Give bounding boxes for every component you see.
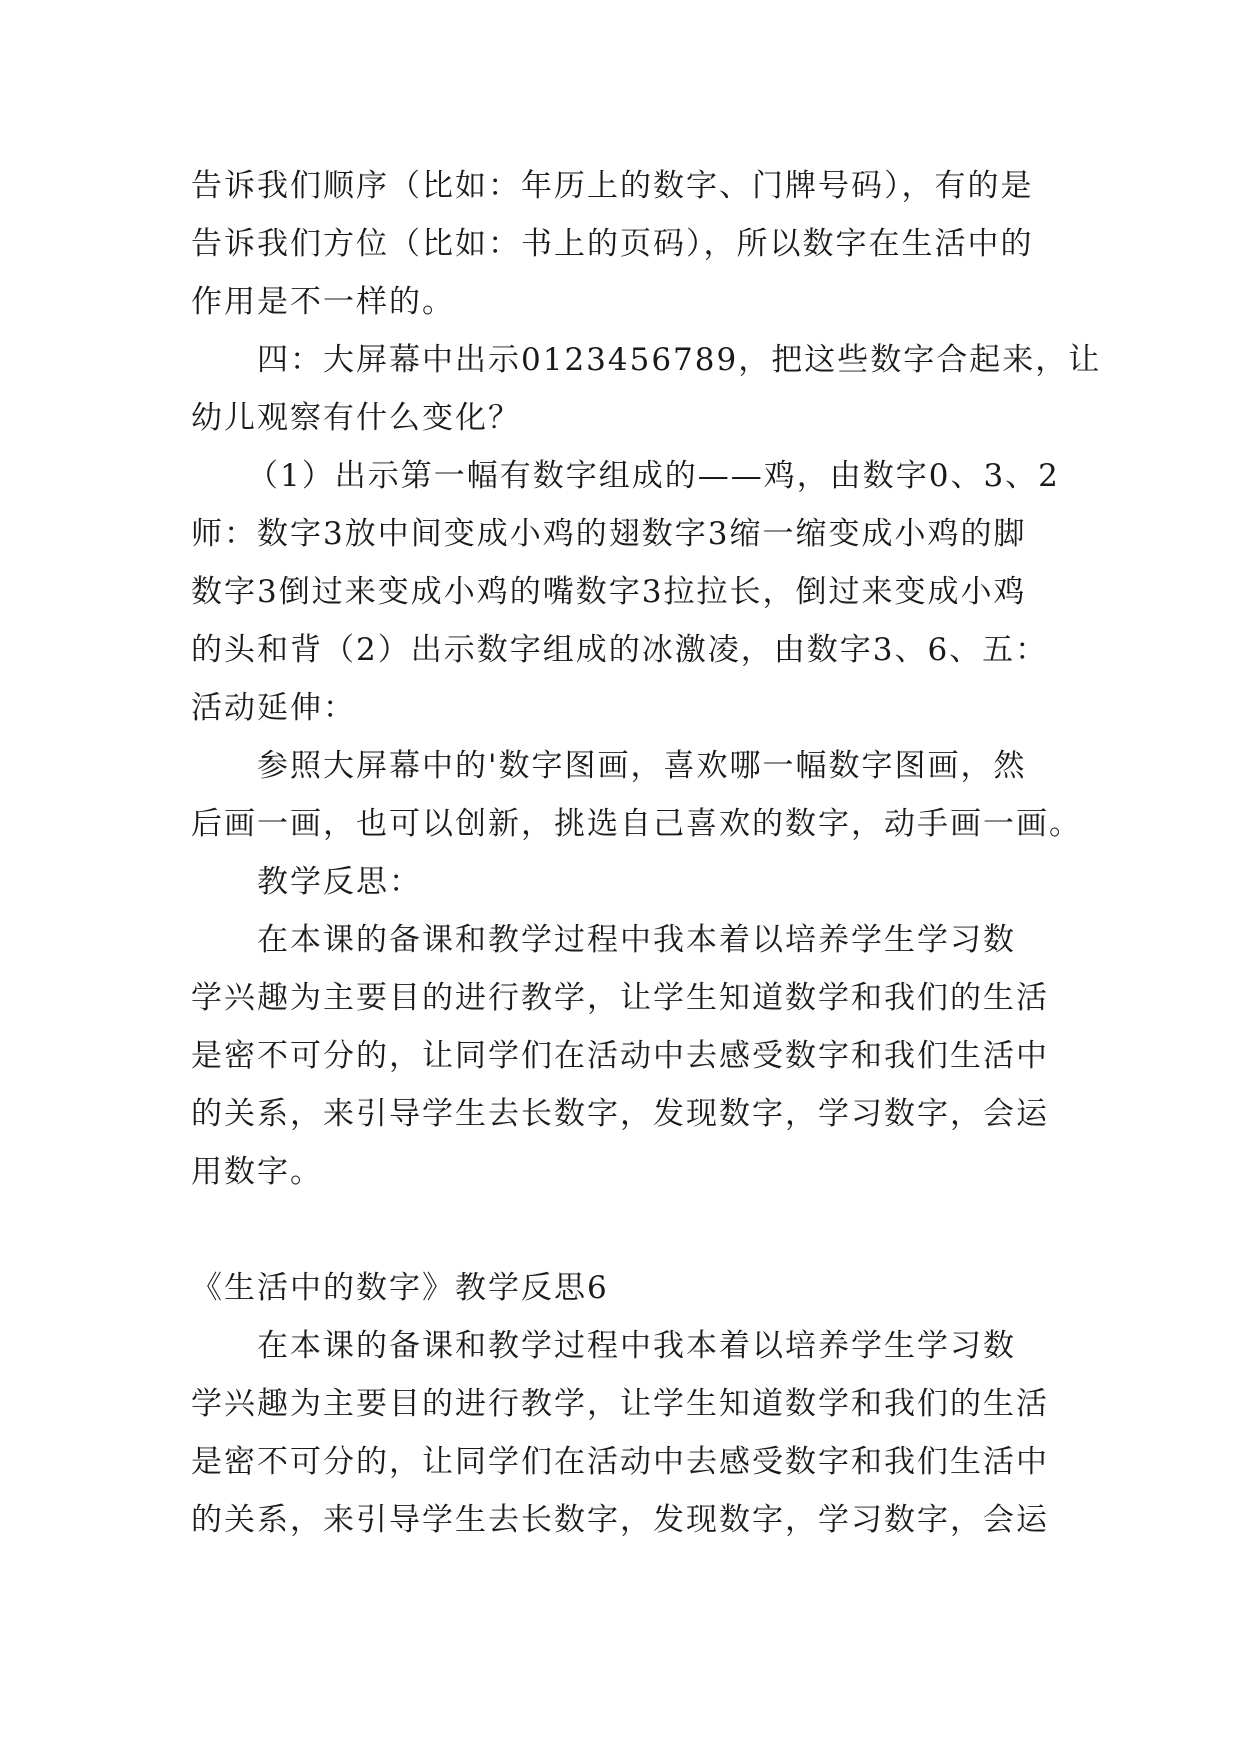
text-line: 后画一画，也可以创新，挑选自己喜欢的数字，动手画一画。 [191, 806, 1082, 842]
text-line: 师：数字3放中间变成小鸡的翅数字3缩一缩变成小鸡的脚 [191, 516, 1027, 552]
text-line: 作用是不一样的。 [191, 284, 455, 320]
text-line: 四：大屏幕中出示0123456789，把这些数字合起来，让 [257, 342, 1102, 378]
text-line: 的头和背（2）出示数字组成的冰激凌，由数字3、6、五： [191, 632, 1049, 668]
text-line: 在本课的备课和教学过程中我本着以培养学生学习数 [257, 1328, 1016, 1364]
text-line: 是密不可分的，让同学们在活动中去感受数字和我们生活中 [191, 1038, 1049, 1074]
text-line: 告诉我们顺序（比如：年历上的数字、门牌号码），有的是 [191, 168, 1034, 204]
section-heading: 教学反思： [257, 864, 422, 900]
text-line: 幼儿观察有什么变化？ [191, 400, 521, 436]
document-title: 《生活中的数字》教学反思6 [191, 1270, 609, 1306]
text-line: 活动延伸： [191, 690, 356, 726]
text-line: 告诉我们方位（比如：书上的页码），所以数字在生活中的 [191, 226, 1034, 262]
text-line: 学兴趣为主要目的进行教学，让学生知道数学和我们的生活 [191, 1386, 1049, 1422]
text-line: 在本课的备课和教学过程中我本着以培养学生学习数 [257, 922, 1016, 958]
text-line: 的关系，来引导学生去长数字，发现数字，学习数字，会运 [191, 1096, 1049, 1132]
text-line: 参照大屏幕中的'数字图画，喜欢哪一幅数字图画，然 [257, 748, 1027, 784]
text-line: 数字3倒过来变成小鸡的嘴数字3拉拉长，倒过来变成小鸡 [191, 574, 1027, 610]
text-line: 学兴趣为主要目的进行教学，让学生知道数学和我们的生活 [191, 980, 1049, 1016]
text-line: 用数字。 [191, 1154, 323, 1190]
text-line: （1）出示第一幅有数字组成的——鸡，由数字0、3、2 [247, 458, 1060, 494]
text-line: 的关系，来引导学生去长数字，发现数字，学习数字，会运 [191, 1502, 1049, 1538]
text-line: 是密不可分的，让同学们在活动中去感受数字和我们生活中 [191, 1444, 1049, 1480]
